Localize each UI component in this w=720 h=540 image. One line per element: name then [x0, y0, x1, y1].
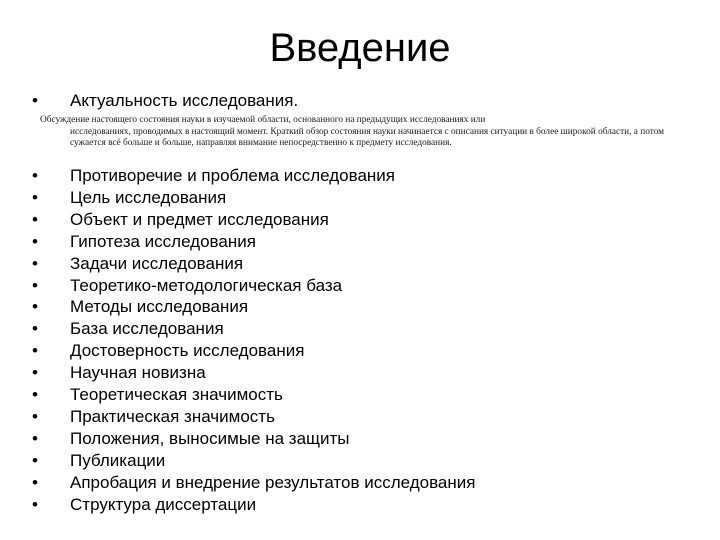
- bullet-icon: •: [32, 406, 38, 426]
- list-item: [32, 318, 475, 340]
- list-item: [32, 362, 475, 384]
- list-item: [32, 296, 475, 318]
- bullet-icon: •: [32, 253, 38, 273]
- list-item-label: Структура диссертации: [70, 494, 257, 514]
- list-item: [32, 472, 475, 494]
- description-continuation: исследованиях, проводимых в настоящий момент. Краткий обзор состояния науки начинается с описания ситуации в более широкой области, а потом сужается всё больше и больше, направляя внимание непосредственно к предмету исследования.: [70, 126, 665, 149]
- list-item-label: Методы исследования: [70, 297, 249, 317]
- slide-title-text: Введение: [269, 26, 451, 70]
- list-item: [32, 253, 475, 275]
- list-item: [32, 406, 475, 428]
- bullet-icon: •: [32, 187, 38, 207]
- slide-title: [0, 24, 720, 72]
- bullet-icon: •: [32, 472, 38, 492]
- bullet-icon: •: [32, 275, 38, 295]
- list-item-label: База исследования: [70, 319, 224, 339]
- list-item: [32, 384, 475, 406]
- list-item-label: Научная новизна: [70, 363, 206, 383]
- list-item-label: Апробация и внедрение результатов исследования: [70, 472, 476, 492]
- bullet-icon: •: [32, 91, 38, 110]
- list-item-label: Противоречие и проблема исследования: [70, 166, 396, 185]
- section-list: [32, 165, 475, 516]
- list-item-label: Публикации: [70, 450, 166, 470]
- bullet-icon: •: [32, 450, 38, 470]
- list-item: [32, 428, 475, 450]
- list-item-label: Практическая значимость: [70, 406, 275, 426]
- list-item-label: Теоретико-методологическая база: [70, 275, 343, 295]
- list-item: [32, 340, 475, 362]
- list-item-label: Теоретическая значимость: [70, 385, 283, 405]
- list-item: [32, 209, 475, 231]
- bullet-icon: •: [32, 209, 38, 229]
- bullet-icon: •: [32, 385, 38, 405]
- list-item-label: Задачи исследования: [70, 253, 244, 273]
- bullet-icon: •: [32, 494, 38, 514]
- list-item-label: Объект и предмет исследования: [70, 209, 329, 229]
- bullet-icon: •: [32, 363, 38, 383]
- list-item-label: Положения, выносимые на защиты: [70, 428, 350, 448]
- description-line-first: Обсуждение настоящего состояния науки в изучаемой области, основанного на предыдущих исследованиях или: [40, 115, 486, 125]
- bullet-icon: •: [32, 297, 38, 317]
- list-item: [32, 165, 475, 187]
- list-item: [32, 450, 475, 472]
- relevance-description: [40, 115, 680, 150]
- list-item: [32, 231, 475, 253]
- list-item-label: Достоверность исследования: [70, 341, 305, 361]
- list-item-relevance: [32, 91, 298, 111]
- list-item: [32, 275, 475, 297]
- list-item-label: Цель исследования: [70, 187, 227, 207]
- bullet-icon: •: [32, 166, 38, 185]
- list-item-label: Гипотеза исследования: [70, 231, 256, 251]
- list-item-label: Актуальность исследования.: [70, 91, 299, 110]
- list-item: [32, 187, 475, 209]
- bullet-icon: •: [32, 319, 38, 339]
- list-item: [32, 494, 475, 516]
- bullet-icon: •: [32, 428, 38, 448]
- bullet-icon: •: [32, 231, 38, 251]
- bullet-icon: •: [32, 341, 38, 361]
